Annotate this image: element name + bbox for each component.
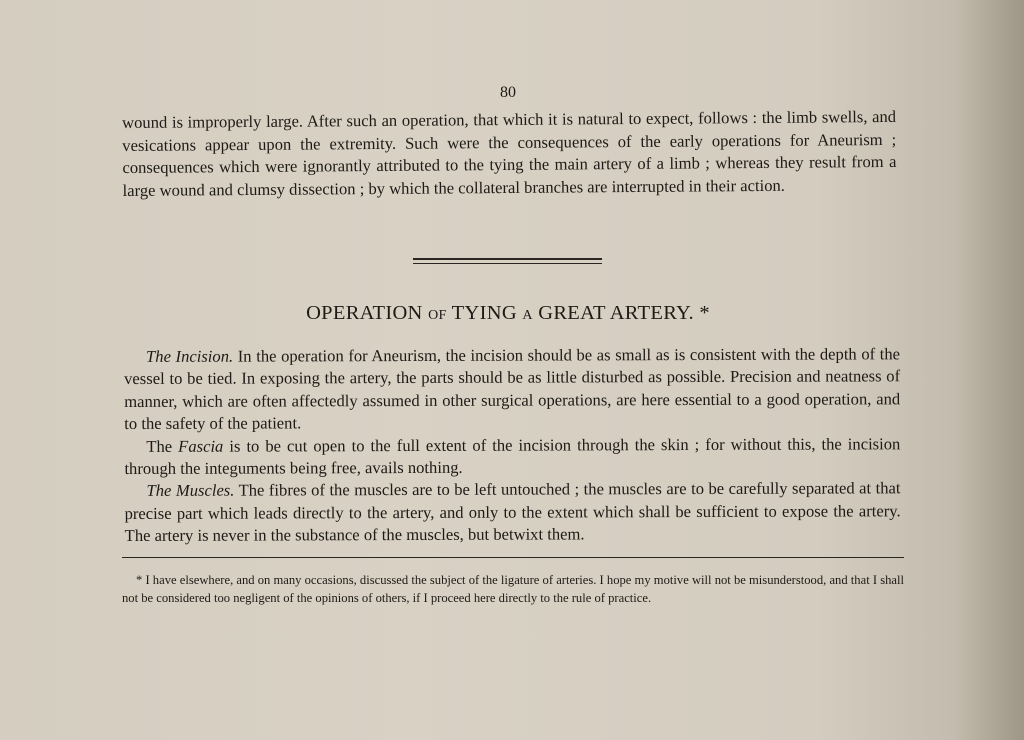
heading-word: GREAT bbox=[538, 302, 606, 324]
heading-word: ARTERY. bbox=[609, 302, 694, 324]
footnote-rule bbox=[122, 557, 904, 558]
heading-word: OF bbox=[428, 308, 447, 323]
paragraph-lead: Fascia bbox=[178, 436, 224, 456]
page-number: 80 bbox=[500, 84, 516, 101]
body-text bbox=[124, 343, 901, 547]
paragraph-text: is to be cut open to the full extent of the incision through the skin ; for without this, the incision through the integuments being free, avails nothing. bbox=[124, 433, 901, 479]
footnote bbox=[122, 571, 904, 607]
footnote-marker: * bbox=[699, 302, 710, 324]
section-heading bbox=[0, 302, 1016, 325]
paragraph-fascia bbox=[124, 433, 900, 481]
paragraph-muscles bbox=[124, 478, 900, 548]
heading-word: A bbox=[522, 308, 533, 323]
top-paragraph: wound is improperly large. After such an operation, that which it is natural to expect, follows : the limb swells, and vesications appear upon the extremity. Such were the consequences of the early operations for Aneurism ; consequences which were ignorantly attributed to the tying the main artery of a limb ; whereas they result from a large wound and clumsy dissection ; by which the collateral branches are interrupted in their action. bbox=[122, 106, 897, 200]
heading-word: TYING bbox=[451, 302, 517, 324]
paragraph-text: The fibres of the muscles are to be left untouched ; the muscles are to be carefully separated at that precise part which leads directly to the artery, and only to the extent which shall be sufficient to expose the artery. The artery is never in the substance of the muscles, but betwixt them. bbox=[124, 478, 901, 546]
paragraph-lead: The Incision. bbox=[146, 346, 234, 366]
paragraph-text: In the operation for Aneurism, the incision should be as small as is consistent with the depth of the vessel to be tied. In exposing the artery, the parts should be as little disturbed as possible. Precision and neatness of manner, which are often affectedly assumed in other surgical operations, are here essential to a good operation, and to the safety of the patient. bbox=[124, 344, 901, 434]
footnote-text: * I have elsewhere, and on many occasions, discussed the subject of the ligature of arteries. I hope my motive will not be misunderstood, and that I shall not be considered too negligent of the opinions of others, if I proceed here directly to the rule of practice. bbox=[122, 573, 904, 605]
paragraph-prefix: The bbox=[146, 436, 179, 456]
paragraph-lead: The Muscles. bbox=[146, 481, 235, 501]
heading-word: OPERATION bbox=[306, 302, 423, 324]
paragraph-incision bbox=[124, 343, 900, 435]
double-rule-divider bbox=[413, 258, 602, 264]
